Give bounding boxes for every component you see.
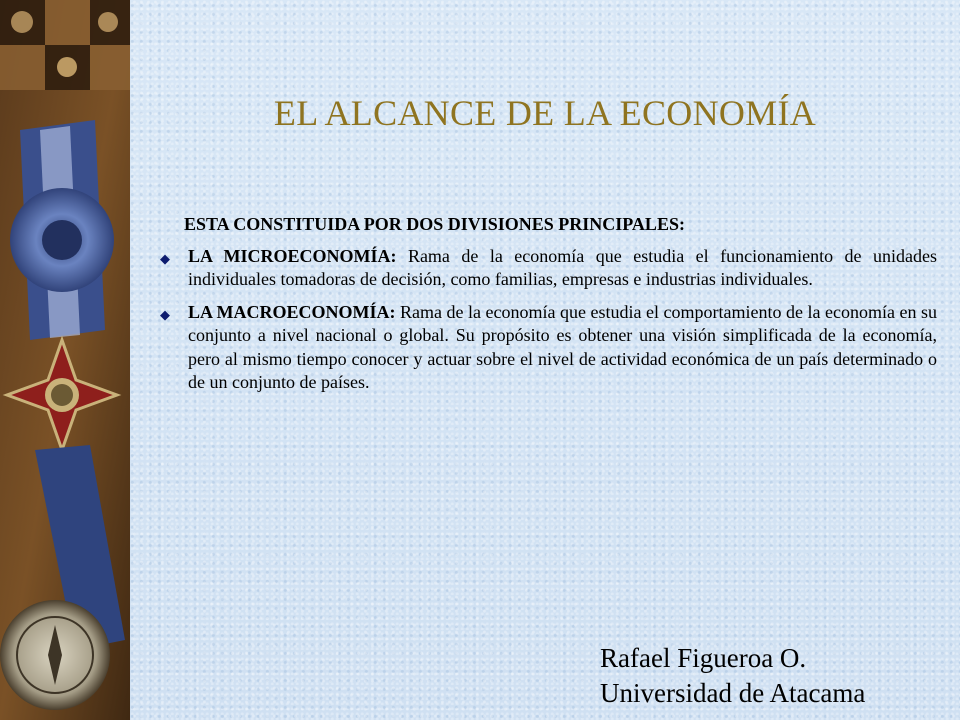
decorative-side-photo: [0, 0, 130, 720]
author-name: Rafael Figueroa O.: [600, 643, 807, 673]
slide-body: [160, 213, 937, 404]
bullet-macroeconomia: [160, 301, 937, 395]
diamond-bullet-icon: ◆: [160, 250, 170, 266]
bullet-term: LA MICROECONOMÍA:: [188, 245, 397, 266]
bullet-text: Rama de la economía que estudia el funcionamiento de unidades individuales tomadoras de decisión, como familias, empresas e industrias individuales.: [188, 245, 937, 289]
bullet-text: Rama de la economía que estudia el comportamiento de la economía en su conjunto a nivel nacional o global. Su propósito es obtener una visión simplificada de la economía, pero al mismo tiempo conocer y actuar sobre el nivel de actividad económica de un país determinado o de un conjunto de países.: [188, 301, 937, 392]
slide-title: EL ALCANCE DE LA ECONOMÍA: [273, 93, 817, 133]
lead-heading: ESTA CONSTITUIDA POR DOS DIVISIONES PRINCIPALES:: [184, 214, 685, 234]
diamond-bullet-icon: ◆: [160, 306, 170, 322]
author-affiliation: Universidad de Atacama: [600, 678, 866, 708]
bullet-microeconomia: [160, 245, 937, 292]
author-block: [600, 641, 865, 711]
bullet-term: LA MACROECONOMÍA:: [188, 301, 396, 322]
